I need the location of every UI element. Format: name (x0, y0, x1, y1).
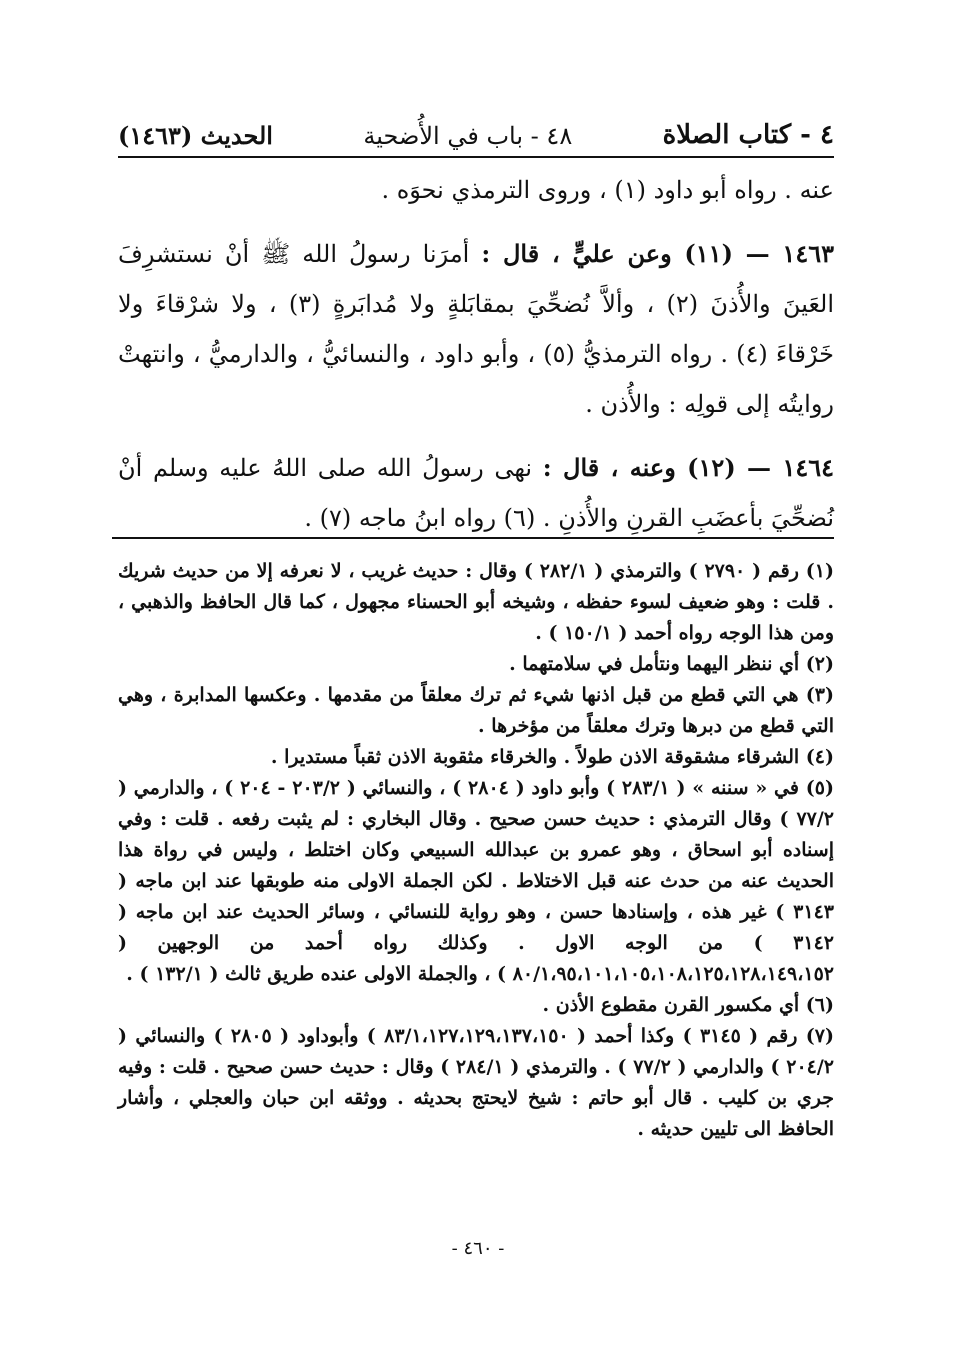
chapter-title: ٤٨ - باب في الأُضحية (363, 122, 573, 150)
main-text (118, 165, 834, 543)
footnote-1: (١) رقم ( ٢٧٩٠ ) والترمذي ( ٢٨٢/١ ) وقال : حديث غريب ، لا نعرفه إلا من حديث شريك . قلت : وهو ضعيف لسوء حفظه ، وشيخه أبو الحسناء مجهول ، كما قال الحافظ والذهبي ، ومن هذا الوجه رواه أحمد ( ١٥٠/١ ) . (118, 560, 834, 644)
footnote-2: (٢) أي ننظر اليهما ونتأمل في سلامتهما . (509, 653, 834, 675)
book-title: ٤ - كتاب الصلاة (662, 120, 834, 150)
footnote-5: (٥) في « سننه » ( ٢٨٣/١ ) وأبو داود ( ٢٨٠٤ ) ، والنسائي ( ٢٠٣/٢ - ٢٠٤ ) ، والدارمي ( ٧٧/٢ ) وقال الترمذي : حديث حسن صحيح . وقال البخاري : لم يثبت رفعه . قلت : وفي إسناده أبو اسحاق ، وهو عمرو بن عبدالله السبيعي وكان اختلط ، وليس في رواة هذا الحديث عنه من حدث عنه قبل الاختلاط . لكن الجملة الاولى منه طوبقها عند ابن ماجه ( ٣١٤٣ ) غير هذه ، وإسنادها حسن ، وهو رواية للنسائي ، وسائر الحديث عند ابن ماجه ( ٣١٤٢ ) من الوجه الاول . وكذلك رواه أحمد من الوجهين ( ٨٠/١،٩٥،١٠١،١٠٥،١٠٨،١٢٥،١٢٨،١٤٩،١٥٢ ) ، والجملة الاولى عنده طريق ثالث ( ١٣٢/١ ) . (118, 777, 834, 985)
running-header (118, 98, 834, 158)
hadith-1464-number: ١٤٦٤ — (١٢) وعنه ، قال : (542, 453, 835, 482)
hadith-reference: الحديث (١٤٦٣) (118, 121, 273, 150)
hadith-1463 (118, 229, 834, 429)
footnote-6: (٦) أي مكسور القرن مقطوع الأذن . (542, 994, 834, 1016)
footnotes (118, 556, 834, 1145)
footnote-4: (٤) الشرقاء مشقوقة الاذن طولاً . والخرقاء مثقوبة الاذن ثقباً مستديرا . (270, 746, 834, 768)
hadith-1463-text: أمرَنا رسولُ الله ﷺ أنْ نستشرِفَ العَينَ والأُذنَ (٢) ، وألاَّ نُضحِّيَ بمقابَلةٍ ولا مُدابَرةٍ (٣) ، ولا شرْقاءَ ولا خَرْقاءَ (٤) . رواه الترمذيُّ (٥) ، وأبو داود ، والنسائيُّ ، والدارميُّ ، وانتهتْ روايتُه إلى قولِه : والأُذن . (118, 240, 834, 418)
hadith-1464 (118, 443, 834, 543)
footnote-separator (112, 537, 834, 539)
continuation-line: عنه . رواه أبو داود (١) ، وروى الترمذي نحوَه . (381, 176, 834, 204)
page-number: - ٤٦٠ - (451, 1238, 505, 1259)
hadith-1463-number: ١٤٦٣ — (١١) وعن عليٍّ ، قال : (481, 239, 834, 268)
hadith-1464-text: نهى رسولُ الله صلى اللهُ عليه وسلم أنْ نُضحِّيَ بأعضَبِ القرنِ والأُذنِ . (٦) رواه ابنُ ماجه (٧) . (118, 454, 834, 532)
footnote-3: (٣) هي التي قطع من قبل اذنها شيء ثم ترك معلقاً من مقدمها . وعكسها المدابرة ، وهي التي قطع من دبرها وترك معلقاً من مؤخرها . (118, 684, 834, 737)
footnote-7: (٧) رقم ( ٣١٤٥ ) وكذا أحمد ( ٨٣/١،١٢٧،١٢٩،١٣٧،١٥٠ ) وأبوداود ( ٢٨٠٥ ) والنسائي ( ٢٠٤/٢ ) والدارمي ( ٧٧/٢ ) . والترمذي ( ٢٨٤/١ ) وقال : حديث حسن صحيح . قلت : وفيه جري بن كليب . قال أبو حاتم : شيخ لايحتج بحديثه . ووثقه ابن حبان والعجلي ، وأشار الحافظ الى تليين حديثه . (118, 1025, 834, 1140)
